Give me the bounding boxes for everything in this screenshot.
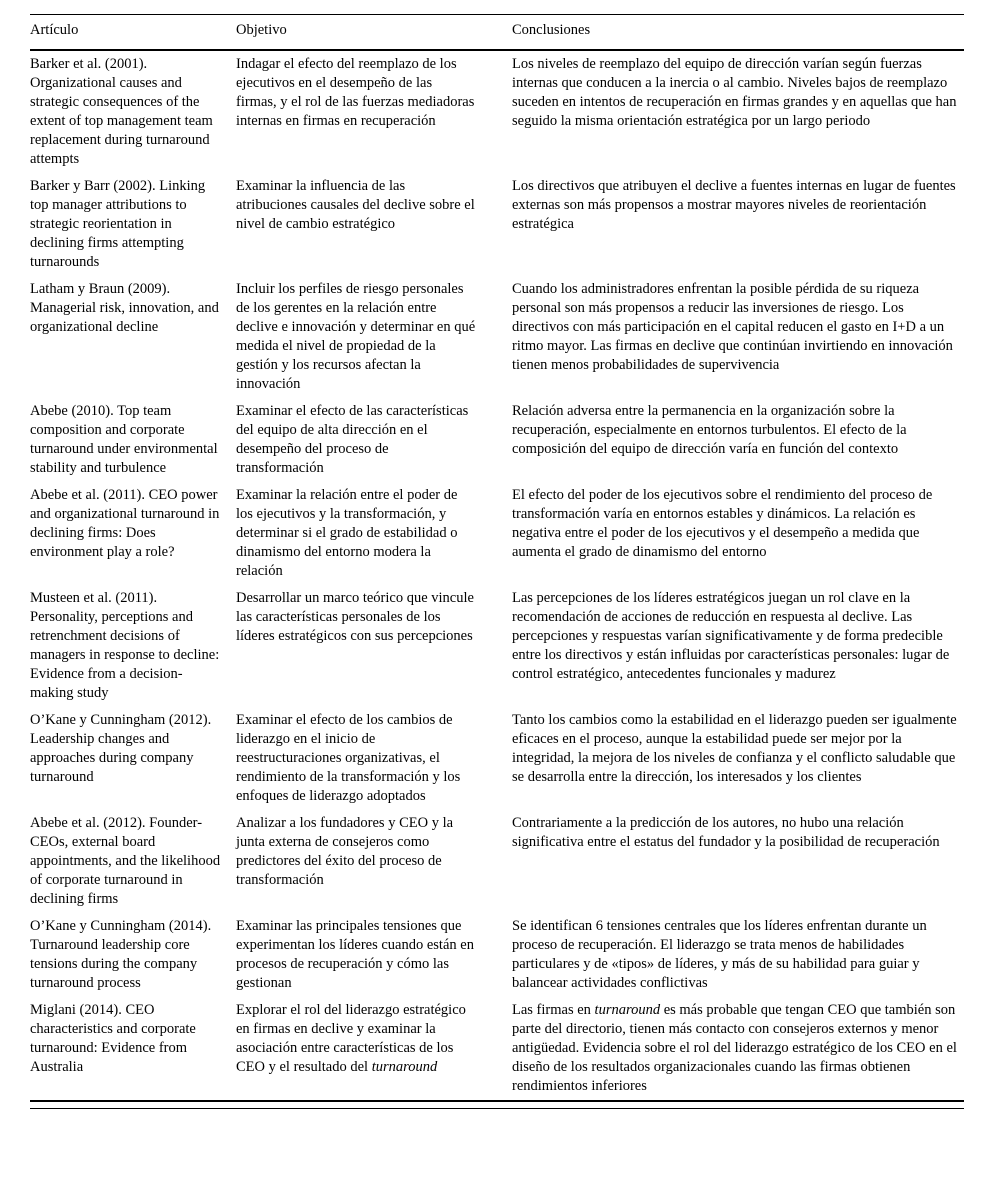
objective-cell: Examinar la influencia de las atribuciones causales del declive sobre el nivel de cambio estratégico <box>236 178 475 232</box>
conclusions-italic-term: turnaround <box>594 1002 661 1018</box>
article-cell: Barker et al. (2001). Organizational causes and strategic consequences of the extent of top management team replacement during turnaround attempts <box>30 56 213 167</box>
article-cell: Abebe (2010). Top team composition and corporate turnaround under environmental stability and turbulence <box>30 403 218 476</box>
conclusions-cell <box>512 1001 964 1096</box>
article-cell: O’Kane y Cunningham (2012). Leadership changes and approaches during company turnaround <box>30 712 212 785</box>
conclusions-cell: Cuando los administradores enfrentan la posible pérdida de su riqueza personal son más propensos a reducir las inversiones de riesgo. Los directivos con más participación en el capital reducen el gasto en I+D a un ritmo mayor. Las firmas en declive que continúan invirtiendo en innovación tienen menos probabilidades de supervivencia <box>512 281 953 373</box>
conclusions-cell: Tanto los cambios como la estabilidad en el liderazgo pueden ser igualmente eficaces en el proceso, aunque la estabilidad puede ser mejor por la integridad, la mejora de los niveles de confianza y el conflicto saludable que se desarrolla entre la dirección, los interesados y los clientes <box>512 712 957 785</box>
objective-cell: Analizar a los fundadores y CEO y la junta externa de consejeros como predictores del éxito del proceso de transformación <box>236 815 454 888</box>
table-row <box>30 997 964 1100</box>
conclusions-cell: Las percepciones de los líderes estratégicos juegan un rol clave en la recomendación de acciones de reducción en respuesta al declive. Las percepciones y respuestas varían significativamente y de forma predecible entre los directivos y están influidas por características personales: lugar de control estratégico, antecedentes funcionales y madurez <box>512 590 950 682</box>
table-row <box>30 810 964 913</box>
objective-text: Explorar el rol del liderazgo estratégico en firmas en declive y examinar la asociación entre características de los CEO y el resultado del <box>236 1002 466 1075</box>
article-cell: Abebe et al. (2012). Founder-CEOs, external board appointments, and the likelihood of corporate turnaround in declining firms <box>30 815 221 907</box>
table-row <box>30 482 964 585</box>
table-header-row <box>30 14 964 51</box>
objective-cell: Examinar la relación entre el poder de los ejecutivos y la transformación, y determinar si el grado de estabilidad o dinamismo del entorno modera la relación <box>236 487 458 579</box>
table-row <box>30 913 964 997</box>
objective-cell: Examinar las principales tensiones que experimentan los líderes cuando están en procesos de recuperación y cómo las gestionan <box>236 918 474 991</box>
table-row <box>30 276 964 398</box>
objective-italic-term: turnaround <box>371 1059 438 1075</box>
conclusions-cell: Relación adversa entre la permanencia en la organización sobre la recuperación, especialmente en entornos turbulentos. El efecto de la composición del equipo de dirección varía en función del contexto <box>512 403 907 457</box>
article-cell: Abebe et al. (2011). CEO power and organizational turnaround in declining firms: Does environment play a role? <box>30 487 220 560</box>
article-cell: Miglani (2014). CEO characteristics and corporate turnaround: Evidence from Australia <box>30 1002 196 1075</box>
table-bottom-rule <box>30 1102 964 1109</box>
table-row <box>30 707 964 810</box>
objective-cell: Indagar el efecto del reemplazo de los ejecutivos en el desempeño de las firmas, y el rol de las fuerzas mediadoras internas en firmas en recuperación <box>236 56 475 129</box>
table-row <box>30 51 964 173</box>
article-cell: Musteen et al. (2011). Personality, perceptions and retrenchment decisions of managers in response to decline: Evidence from a decision-making study <box>30 590 220 701</box>
conclusions-cell: El efecto del poder de los ejecutivos sobre el rendimiento del proceso de transformación varía en entornos estables y dinámicos. La relación es negativa entre el poder de los ejecutivos y el desempeño a medida que aumenta el grado de dinamismo del entorno <box>512 487 933 560</box>
conclusions-text: es más probable que tengan CEO que también son parte del directorio, tienen más contacto con consejeros externos y menor antigüedad. Evidencia sobre el rol del liderazgo estratégico de los CEO en el diseño de los resultados organizacionales cuando las firmas obtienen rendimientos inferiores <box>512 1002 957 1094</box>
column-header-articulo: Artículo <box>30 22 79 38</box>
table-body <box>30 51 964 1102</box>
objective-cell: Incluir los perfiles de riesgo personales de los gerentes en la relación entre declive e innovación y determinar en qué medida el nivel de propiedad de la gestión y los recursos afectan la innovación <box>236 281 476 392</box>
table-row <box>30 585 964 707</box>
conclusions-cell: Se identifican 6 tensiones centrales que los líderes enfrentan durante un proceso de recuperación. El liderazgo se trata menos de habilidades particulares y de «tipos» de líderes, y más de su habilidad para guiar y balancear actividades conflictivas <box>512 918 927 991</box>
column-header-objetivo: Objetivo <box>236 22 287 38</box>
conclusions-cell: Contrariamente a la predicción de los autores, no hubo una relación significativa entre el estatus del fundador y la posibilidad de recuperación <box>512 815 940 850</box>
table-row <box>30 398 964 482</box>
conclusions-text: Las firmas en <box>512 1002 595 1018</box>
objective-cell: Examinar el efecto de los cambios de liderazgo en el inicio de reestructuraciones organizativas, el rendimiento de la transformación y los enfoques de liderazgo adoptados <box>236 712 461 804</box>
objective-cell: Examinar el efecto de las características del equipo de alta dirección en el desempeño del proceso de transformación <box>236 403 469 476</box>
conclusions-cell: Los niveles de reemplazo del equipo de dirección varían según fuerzas internas que conducen a la inercia o al cambio. Niveles bajos de reemplazo suceden en intentos de recuperación en firmas grandes y en aquellas que han seguido la misma orientación estratégica por un largo periodo <box>512 56 957 129</box>
article-cell: O’Kane y Cunningham (2014). Turnaround leadership core tensions during the company turnaround process <box>30 918 212 991</box>
article-cell: Barker y Barr (2002). Linking top manager attributions to strategic reorientation in declining firms attempting turnarounds <box>30 178 206 270</box>
conclusions-cell: Los directivos que atribuyen el declive a fuentes internas en lugar de fuentes externas son más propensos a mostrar mayores niveles de reorientación estratégica <box>512 178 956 232</box>
column-header-conclusiones: Conclusiones <box>512 22 591 38</box>
article-cell: Latham y Braun (2009). Managerial risk, innovation, and organizational decline <box>30 281 219 335</box>
objective-cell: Desarrollar un marco teórico que vincule las características personales de los líderes estratégicos con sus percepciones <box>236 590 474 644</box>
table-row <box>30 173 964 276</box>
literature-review-table <box>30 14 964 1109</box>
objective-cell <box>236 1001 512 1096</box>
